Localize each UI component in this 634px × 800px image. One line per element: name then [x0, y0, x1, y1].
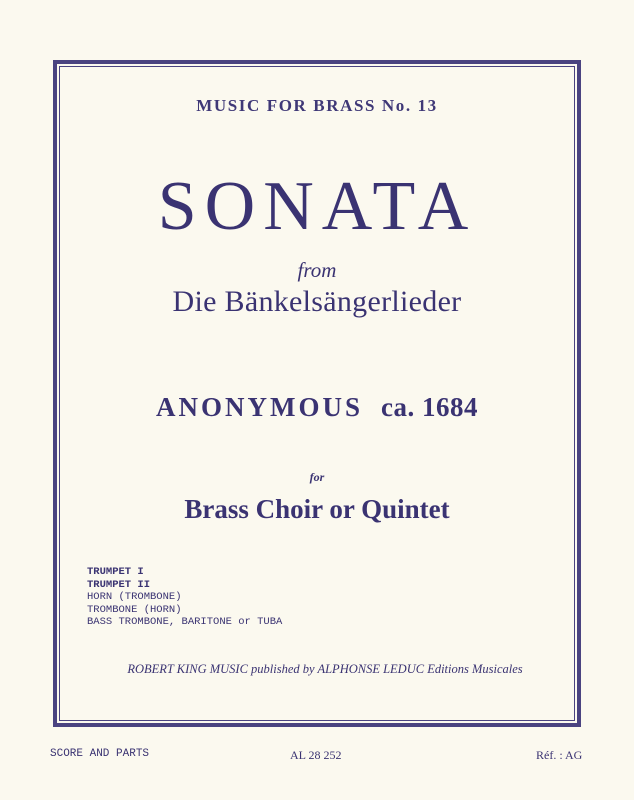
instrument-item: TRUMPET I [87, 566, 144, 578]
composition-date: ca. 1684 [381, 392, 478, 422]
instrument-item: TRUMPET II [87, 578, 151, 591]
publisher-line: ROBERT KING MUSIC published by ALPHONSE LEDUC Editions Musicales [127, 662, 523, 676]
from-label: from [297, 258, 337, 282]
composer-line [0, 392, 634, 423]
composer-name: ANONYMOUS [156, 392, 363, 422]
work-title: SONATA [157, 168, 477, 245]
footer-catalog-number: AL 28 252 [290, 748, 342, 762]
footer-reference: Réf. : AG [536, 748, 583, 762]
ensemble-label: Brass Choir or Quintet [184, 494, 450, 524]
footer-score-label: SCORE AND PARTS [50, 748, 150, 760]
instrument-item: HORN (TROMBONE) [87, 591, 182, 603]
instrument-item: BASS TROMBONE, BARITONE or TUBA [87, 616, 283, 628]
for-label: for [309, 470, 325, 484]
work-subtitle: Die Bänkelsängerlieder [172, 285, 462, 318]
series-title: MUSIC FOR BRASS No. 13 [196, 96, 438, 115]
instrument-item: TROMBONE (HORN) [87, 603, 182, 616]
instrument-list [87, 566, 282, 629]
